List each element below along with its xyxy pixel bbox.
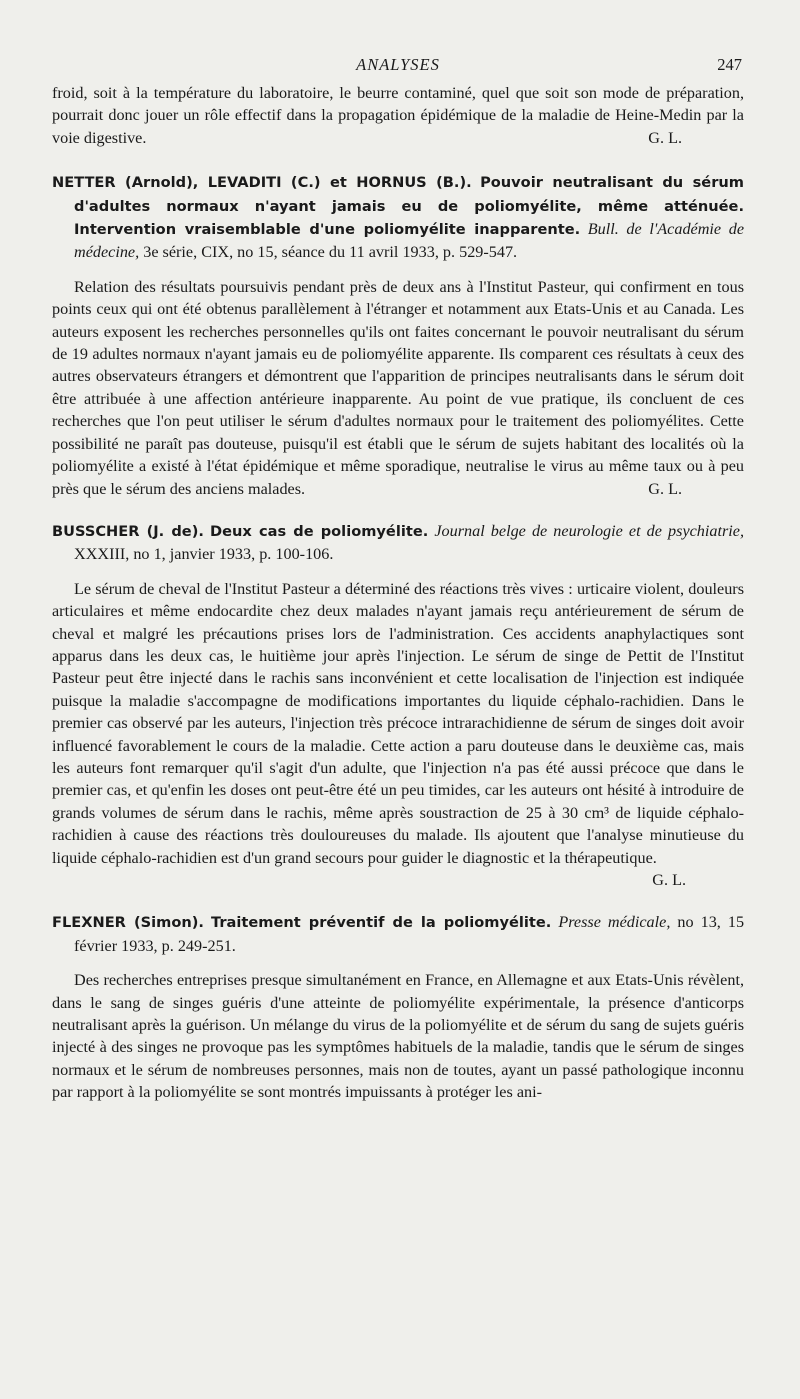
article-3-authors: FLEXNER (Simon). bbox=[52, 914, 204, 932]
article-1-body bbox=[52, 276, 744, 500]
article-2-title: Deux cas de poliomyélite. bbox=[210, 522, 429, 540]
article-1-journal: Bull. de l'Académie de médecine, bbox=[74, 220, 745, 262]
article-2-body-text: Le sérum de cheval de l'Institut Pasteur a déterminé des réactions très vives : urticaire violent, douleurs articulaires et même endocardite chez deux malades n'ayant jamais reçu antérieurement de sérum de cheval et malgré les précautions prises lors de l'administration. Ces accidents anaphylactiques sont apparus dans les deux cas, le huitième jour après l'injection. Le sérum de singe de Pettit de l'Institut Pasteur peut être injecté dans le rachis sans inconvénient et cette localisation de l'injection est indiquée puisque la maladie s'accompagne de modifications importantes du liquide céphalo-rachidien. Dans le premier cas observé par les auteurs, l'injection très précoce intrarachidienne de sérum de singes doit avoir influencé favorablement le cours de la maladie. Cette action a paru douteuse dans le deuxième cas, mais les auteurs font remarquer qu'il s'agit d'un adulte, que l'injection n'a pas été aussi précoce que dans le premier cas, et qu'enfin les doses ont peut-être été un peu timides, car les auteurs ont hésité à introduire de grands volumes de sérum dans le rachis, même après soustraction de 25 à 30 cm³ de liquide céphalo-rachidien à cause des réactions très douloureuses du malade. Ils ajoutent que l'analyse minutieuse du liquide céphalo-rachidien est d'un grand secours pour guider le diagnostic et la thérapeutique. bbox=[52, 579, 744, 867]
intro-signature: G. L. bbox=[648, 128, 682, 147]
article-2-authors: BUSSCHER (J. de). bbox=[52, 522, 204, 540]
article-2-signature: G. L. bbox=[652, 871, 686, 889]
article-2-body bbox=[52, 578, 744, 889]
article-3-body-text: Des recherches entreprises presque simultanément en France, en Allemagne et aux Etats-Unis révèlent, dans le sang de singes guéris d'une atteinte de poliomyélite expérimentale, la présence d'anticorps neutralisant après la guérison. Un mélange du virus de la poliomyélite et de sérum du sang de sujets guéris injecté à des singes ne provoque pas les symptômes habituels de la maladie, tandis que le sérum de singes normaux et le sérum de nombreuses personnes, mais non de toutes, ayant un passé pathologique inconnu par rapport à la poliomyélite se sont montrés impuissants à protéger les ani- bbox=[52, 971, 744, 1102]
article-1-authors: NETTER (Arnold), LEVADITI (C.) et HORNUS (B.). bbox=[52, 174, 472, 192]
article-1-signature: G. L. bbox=[648, 479, 682, 498]
running-head: ANALYSES bbox=[356, 55, 440, 74]
journal-page bbox=[52, 48, 744, 1104]
article-2-reference bbox=[52, 520, 744, 566]
article-3-reference bbox=[52, 911, 744, 957]
page-number: 247 bbox=[717, 55, 742, 74]
article-2-citation: XXXIII, no 1, janvier 1933, p. 100-106. bbox=[74, 545, 334, 564]
article-3-citation: no 13, 15 février 1933, p. 249-251. bbox=[74, 913, 745, 955]
article-1-title: Pouvoir neutralisant du sérum d'adultes normaux n'ayant jamais eu de poliomyélite, même atténuée. Intervention vraisemblable d'une poliomyélite inapparente. bbox=[74, 174, 744, 239]
article-3-body-block bbox=[52, 969, 744, 1103]
intro-paragraph bbox=[52, 82, 744, 149]
article-3-journal: Presse médicale, bbox=[558, 913, 671, 932]
article-3-body bbox=[52, 969, 744, 1103]
intro-paragraph-block bbox=[52, 82, 744, 149]
article-1-body-text: Relation des résultats poursuivis pendant près de deux ans à l'Institut Pasteur, qui confirment en tous points ceux qui ont été obtenus parallèlement à l'étranger et notamment aux Etats-Unis et au Canada. Les auteurs exposent les recherches personnelles qu'ils ont faites concernant le pouvoir neutralisant du sérum de 19 adultes normaux n'ayant jamais eu de poliomyélite apparente. Ils comparent ces résultats à ceux des autres observateurs étrangers et démontrent que l'apparition de principes neutralisants dans le sérum doit être attribuée à une affection antérieure inapparente. Au point de vue pratique, ils concluent de ces recherches que l'on peut utiliser le sérum d'adultes normaux pour le traitement des poliomyélites. Cette possibilité ne paraît pas douteuse, puisqu'il est établi que le sérum de sujets habitant des localités où la poliomyélite a existé à l'état épidémique et même sporadique, neutralise le virus au même taux ou à peu près que le sérum des anciens malades. bbox=[52, 277, 744, 498]
article-2-journal: Journal belge de neurologie et de psychiatrie, bbox=[434, 521, 745, 540]
page-header bbox=[52, 48, 744, 76]
intro-text: froid, soit à la température du laboratoire, le beurre contaminé, quel que soit son mode de préparation, pourrait donc jouer un rôle effectif dans la propagation épidémique de la maladie de Heine-Medin par la voie digestive. bbox=[52, 84, 744, 147]
article-1-body-block bbox=[52, 276, 744, 500]
article-2-body-block bbox=[52, 578, 744, 892]
article-1-reference bbox=[52, 171, 744, 264]
article-1-citation: 3e série, CIX, no 15, séance du 11 avril 1933, p. 529-547. bbox=[143, 243, 518, 262]
article-3-title: Traitement préventif de la poliomyélite. bbox=[211, 914, 552, 932]
